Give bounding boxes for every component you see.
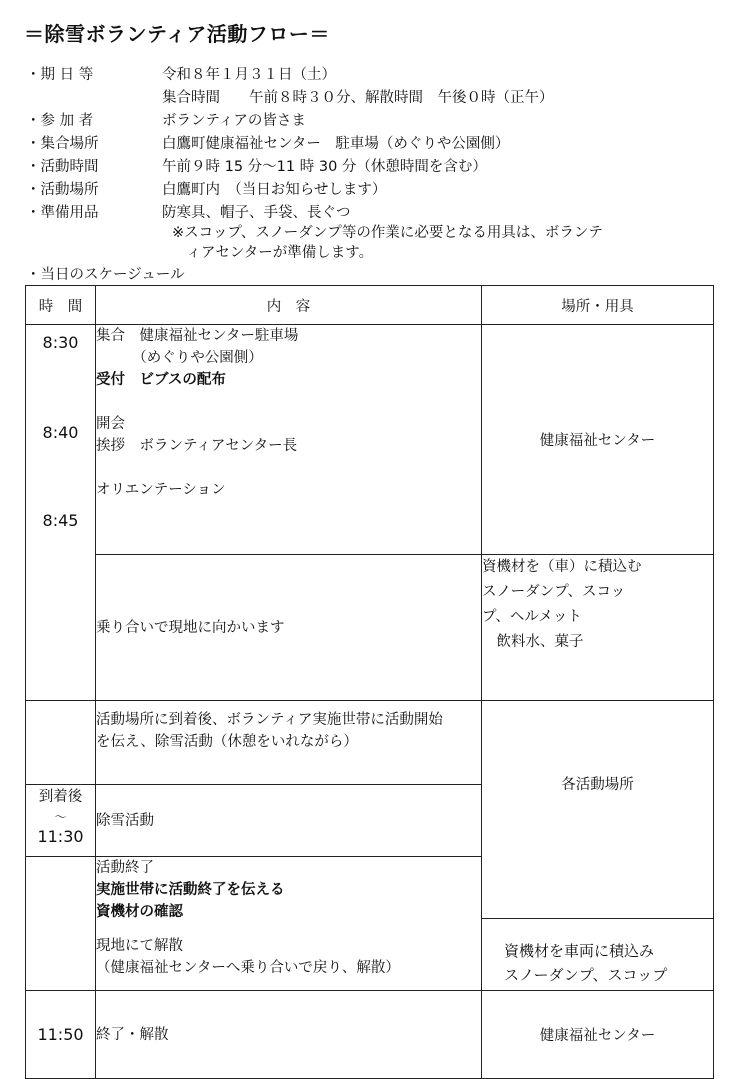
- content-line: （めぐりや公園側）: [96, 350, 263, 366]
- table-row: [26, 701, 714, 785]
- info-label: ・活動時間: [26, 159, 99, 175]
- content-line: を伝え、除雪活動（休憩をいれながら）: [96, 734, 358, 750]
- place-cell: 健康福祉センター: [482, 325, 714, 555]
- content-cell: 除雪活動: [96, 785, 482, 857]
- time-cell: [26, 857, 96, 991]
- content-cell: 終了・解散: [96, 991, 482, 1079]
- header-time: 時 間: [26, 286, 96, 325]
- place-line: 飲料水、菓子: [482, 634, 584, 651]
- info-value: 令和８年１月３１日（土）: [162, 67, 336, 83]
- info-value: 防寒具、帽子、手袋、長ぐつ: [162, 205, 351, 221]
- content-line: 集合 健康福祉センター駐車場: [96, 328, 299, 344]
- content-cell: [96, 701, 482, 785]
- content-line: 活動場所に到着後、ボランティア実施世帯に活動開始: [96, 712, 443, 728]
- time-value: 到着後: [38, 789, 83, 805]
- table-row: [26, 555, 714, 701]
- content-line: [96, 923, 481, 935]
- content-cell: [96, 857, 482, 991]
- place-line: 資機材を（車）に積込む: [482, 559, 642, 576]
- table-row: [26, 325, 714, 555]
- info-label: ・準備用品: [26, 205, 99, 221]
- place-line: 資機材を車両に積込み: [504, 942, 655, 960]
- place-line: プ、ヘルメット: [482, 609, 582, 626]
- place-cell: [482, 555, 714, 701]
- header-place: 場所・用具: [482, 286, 714, 325]
- table-row: [26, 991, 714, 1079]
- content-line: [96, 391, 481, 413]
- content-cell: [96, 325, 482, 555]
- schedule-table: [25, 285, 714, 1079]
- content-line: （健康福祉センターへ乗り合いで戻り、解散）: [96, 960, 400, 976]
- content-line: [96, 457, 481, 479]
- info-label: ・集合場所: [26, 136, 99, 152]
- time-value: 11:30: [37, 827, 84, 846]
- time-cell: [26, 785, 96, 857]
- time-value: 8:45: [42, 511, 79, 530]
- info-value: 集合時間 午前８時３０分、解散時間 午後０時（正午）: [162, 90, 554, 106]
- content-line: 受付 ビブスの配布: [96, 372, 226, 388]
- header-content: 内 容: [96, 286, 482, 325]
- place-line: スノーダンプ、スコップ: [504, 966, 668, 984]
- content-line: 資機材の確認: [96, 904, 183, 920]
- content-line: 実施世帯に活動終了を伝える: [96, 882, 285, 898]
- time-cell: 11:50: [26, 991, 96, 1079]
- info-label: ・期 日 等: [26, 67, 94, 83]
- info-label: ・活動場所: [26, 182, 99, 198]
- info-note: ※スコップ、スノーダンプ等の作業に必要となる用具は、ボランテ: [172, 225, 603, 241]
- time-cell: [26, 325, 96, 701]
- table-header-row: [26, 286, 714, 325]
- content-line: オリエンテーション: [96, 482, 226, 498]
- content-line: 挨拶 ボランティアセンター長: [96, 438, 298, 454]
- info-note: ィアセンターが準備します。: [172, 245, 374, 261]
- info-label: ・参 加 者: [26, 113, 94, 129]
- place-cell: 健康福祉センター: [482, 991, 714, 1079]
- place-line: スノーダンプ、スコッ: [482, 584, 626, 601]
- schedule-label: ・当日のスケージュール: [26, 267, 185, 283]
- content-line: 現地にて解散: [96, 938, 183, 954]
- info-value: 白鷹町内 （当日お知らせします）: [162, 182, 387, 198]
- content-line: 開会: [96, 416, 125, 432]
- time-value: ～: [54, 810, 67, 824]
- content-cell: 乗り合いで現地に向かいます: [96, 555, 482, 701]
- info-value: 午前９時 15 分～11 時 30 分（休憩時間を含む）: [162, 159, 487, 175]
- place-label: 各活動場所: [561, 777, 634, 793]
- time-value: 8:40: [42, 423, 79, 442]
- place-cell: [482, 701, 714, 919]
- info-value: ボランティアの皆さま: [162, 113, 306, 129]
- time-value: 8:30: [42, 333, 79, 352]
- content-line: 活動終了: [96, 860, 154, 876]
- info-value: 白鷹町健康福祉センター 駐車場（めぐりや公園側）: [162, 136, 510, 152]
- time-cell: [26, 701, 96, 785]
- place-cell: [482, 919, 714, 991]
- page-title: ＝除雪ボランティア活動フロー＝: [24, 22, 330, 46]
